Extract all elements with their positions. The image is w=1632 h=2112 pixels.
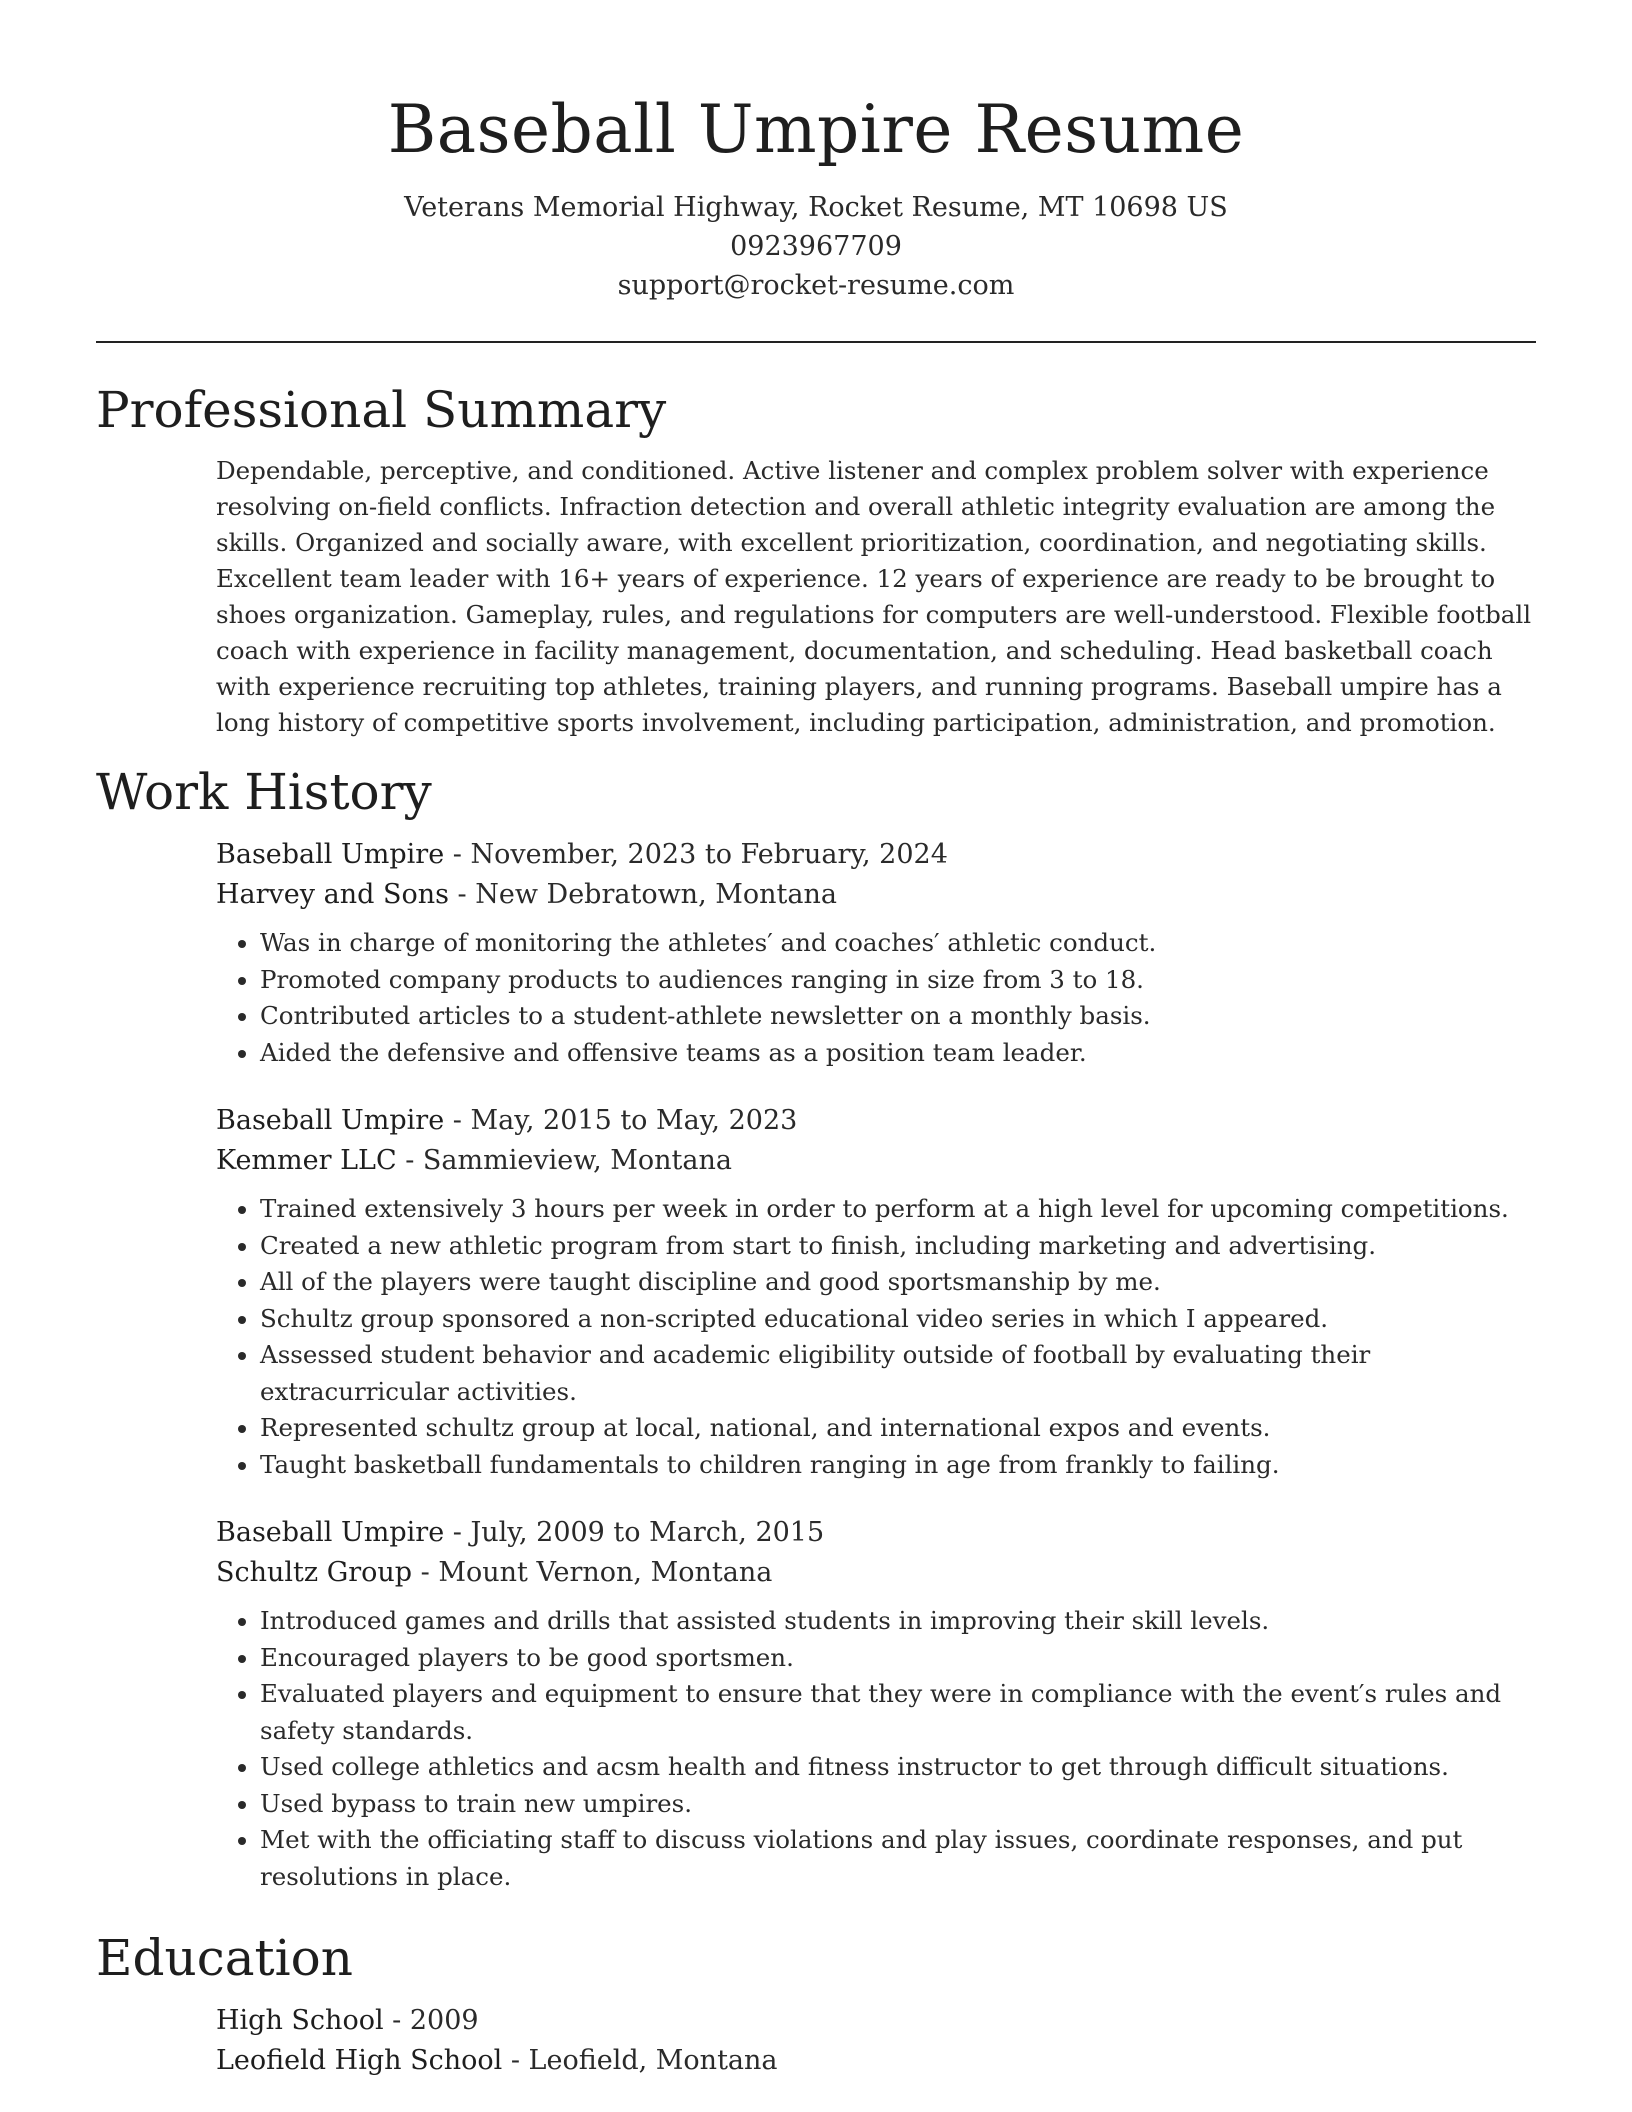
job-bullet: • Introduced games and drills that assisted students in improving their skill levels.: [260, 1603, 1536, 1640]
education-year: - 2009: [383, 2005, 479, 2036]
job-bullet-list: [216, 1191, 1536, 1483]
job-entry: [216, 1101, 1536, 1483]
job-bullet: • Trained extensively 3 hours per week in order to perform at a high level for upcoming competitions.: [260, 1191, 1536, 1228]
section-title-summary: Professional Summary: [96, 381, 667, 439]
job-role: Baseball Umpire: [216, 1517, 445, 1548]
job-company-line: [216, 875, 1536, 915]
section-title-education: Education: [96, 1929, 353, 1987]
job-location: - New Debratown, Montana: [448, 879, 837, 910]
job-bullet: • All of the players were taught discipline and good sportsmanship by me.: [260, 1264, 1536, 1301]
header-divider: [96, 341, 1536, 343]
job-dates: - July, 2009 to March, 2015: [444, 1517, 825, 1548]
education-degree-line: [216, 2001, 1536, 2041]
job-bullet: • Schultz group sponsored a non-scripted educational video series in which I appeared.: [260, 1301, 1536, 1338]
education-location: - Leofield, Montana: [502, 2045, 778, 2076]
job-bullet: • Contributed articles to a student-athlete newsletter on a monthly basis.: [260, 998, 1536, 1035]
job-bullet: • Used bypass to train new umpires.: [260, 1786, 1536, 1823]
resume-title: Baseball Umpire Resume: [387, 91, 1245, 168]
education-degree: High School: [216, 2005, 384, 2036]
education-body: [216, 2001, 1536, 2081]
job-bullet-list: [216, 925, 1536, 1071]
phone-number: 0923967709: [730, 231, 902, 262]
job-title-line: [216, 1513, 1536, 1553]
job-bullet: • Encouraged players to be good sportsmen.: [260, 1640, 1536, 1677]
work-history-section: [96, 759, 1536, 1895]
job-dates: - May, 2015 to May, 2023: [444, 1105, 798, 1136]
job-bullet: • Taught basketball fundamentals to children ranging in age from frankly to failing.: [260, 1447, 1536, 1484]
job-bullet: • Met with the officiating staff to discuss violations and play issues, coordinate responses, and put resolutions in place.: [260, 1822, 1536, 1895]
education-school: Leofield High School: [216, 2045, 503, 2076]
job-company-line: [216, 1553, 1536, 1593]
job-bullet-list: [216, 1603, 1536, 1895]
job-title-line: [216, 1101, 1536, 1141]
summary-body: [216, 453, 1536, 741]
job-dates: - November, 2023 to February, 2024: [444, 839, 948, 870]
job-bullet: • Represented schultz group at local, national, and international expos and events.: [260, 1410, 1536, 1447]
education-section: [96, 1925, 1536, 2081]
section-title-work-history: Work History: [96, 763, 432, 821]
job-bullet: • Created a new athletic program from start to finish, including marketing and advertising.: [260, 1228, 1536, 1265]
summary-text: Dependable, perceptive, and conditioned. Active listener and complex problem solver with experience resolving on-field conflicts. Infraction detection and overall athletic integrity evaluation are among the skills. Organized and socially aware, with excellent prioritization, coordination, and negotiating skills. Excellent team leader with 16+ years of experience. 12 years of experience are ready to be brought to shoes organization. Gameplay, rules, and regulations for computers are well-understood. Flexible football coach with experience in facility management, documentation, and scheduling. Head basketball coach with experience recruiting top athletes, training players, and running programs. Baseball umpire has a long history of competitive sports involvement, including participation, administration, and promotion.: [216, 456, 1532, 737]
job-bullet: • Aided the defensive and offensive teams as a position team leader.: [260, 1035, 1536, 1072]
job-bullet: • Was in charge of monitoring the athletes′ and coaches′ athletic conduct.: [260, 925, 1536, 962]
professional-summary-section: [96, 377, 1536, 741]
email-address: support@rocket-resume.com: [617, 270, 1015, 301]
job-role: Baseball Umpire: [216, 1105, 445, 1136]
work-history-body: [216, 835, 1536, 1895]
job-title-line: [216, 835, 1536, 875]
job-bullet: • Promoted company products to audiences ranging in size from 3 to 18.: [260, 962, 1536, 999]
address: Veterans Memorial Highway, Rocket Resume, MT 10698 US: [404, 192, 1228, 223]
job-bullet: • Assessed student behavior and academic eligibility outside of football by evaluating their extracurricular activities.: [260, 1337, 1536, 1410]
job-company-line: [216, 1141, 1536, 1181]
job-bullet: • Used college athletics and acsm health and fitness instructor to get through difficult situations.: [260, 1749, 1536, 1786]
job-company: Schultz Group: [216, 1557, 413, 1588]
contact-info: [96, 188, 1536, 305]
job-role: Baseball Umpire: [216, 839, 445, 870]
job-company: Harvey and Sons: [216, 879, 449, 910]
job-location: - Sammieview, Montana: [396, 1145, 732, 1176]
job-entry: [216, 835, 1536, 1071]
job-bullet: • Evaluated players and equipment to ensure that they were in compliance with the event′s rules and safety standards.: [260, 1676, 1536, 1749]
job-entry: [216, 1513, 1536, 1895]
education-school-line: [216, 2041, 1536, 2081]
job-company: Kemmer LLC: [216, 1145, 397, 1176]
resume-header: [96, 0, 1536, 305]
job-location: - Mount Vernon, Montana: [412, 1557, 773, 1588]
